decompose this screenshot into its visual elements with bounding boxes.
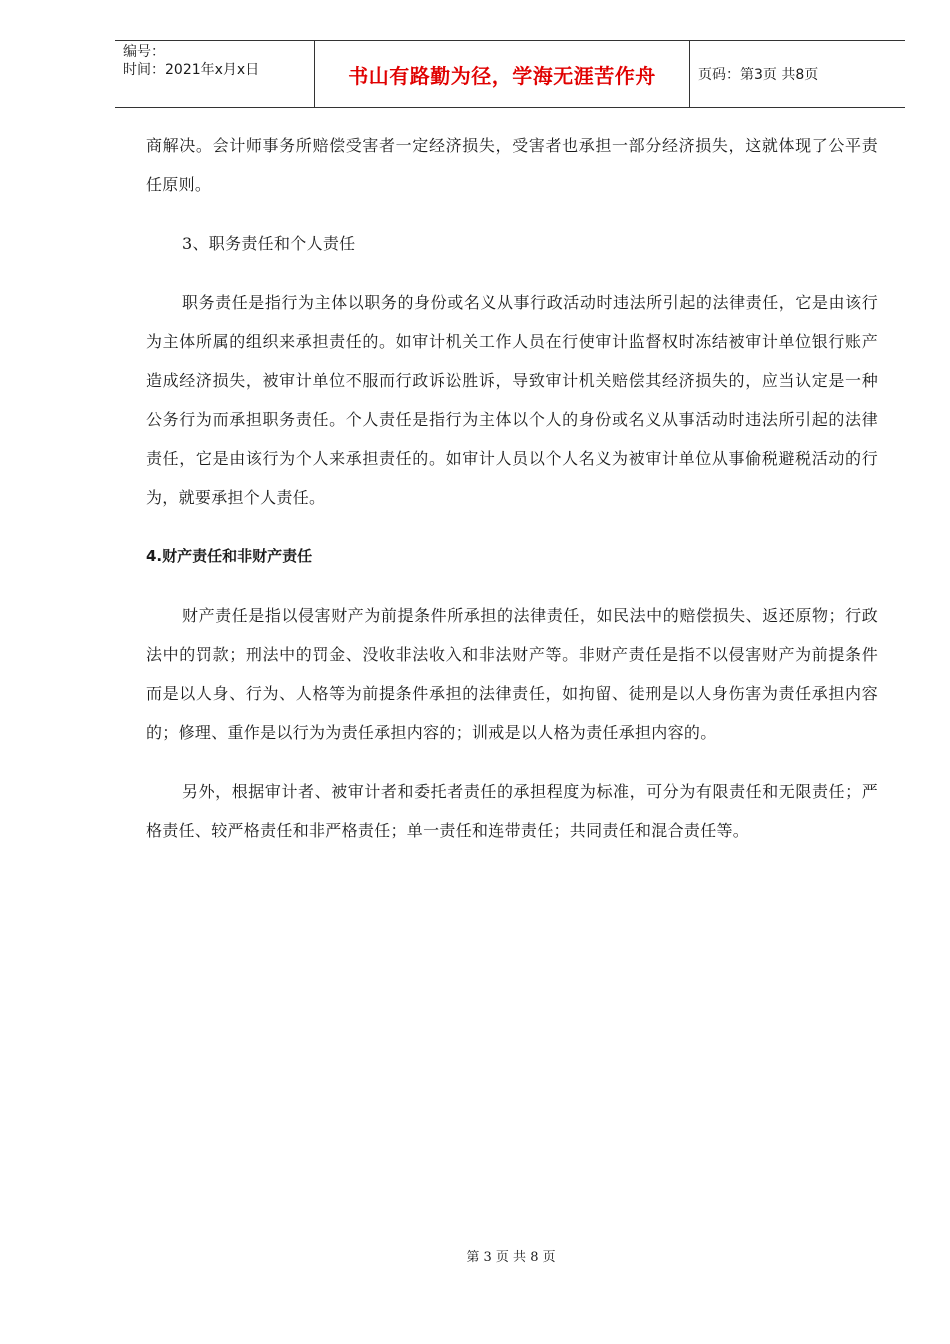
paragraph-4: 另外，根据审计者、被审计者和委托者责任的承担程度为标准，可分为有限责任和无限责任；严格责任、较严格责任和非严格责任；单一责任和连带责任；共同责任和混合责任等。 — [146, 782, 878, 840]
header-page-number: 页码：第3页 共8页 — [698, 67, 819, 83]
document-number: 编号： — [123, 44, 165, 60]
header-meta — [115, 41, 315, 107]
paragraph-3: 财产责任是指以侵害财产为前提条件所承担的法律责任，如民法中的赔偿损失、返还原物；行政法中的罚款；刑法中的罚金、没收非法收入和非法财产等。非财产责任是指不以侵害财产为前提条件而是以人身、行为、人格等为前提条件承担的法律责任，如拘留、徒刑是以人身伤害为责任承担内容的；修理、重作是以行为为责任承担内容的；训戒是以人格为责任承担内容的。 — [146, 606, 878, 742]
document-date: 时间：2021年x月x日 — [123, 62, 260, 78]
section-heading-4: 4.财产责任和非财产责任 — [146, 547, 313, 565]
section-heading-3: 3、职务责任和个人责任 — [182, 234, 356, 253]
header-motto: 书山有路勤为径，学海无涯苦作舟 — [315, 41, 690, 107]
document-body — [146, 126, 878, 850]
page-footer: 第 3 页 共 8 页 — [466, 1250, 556, 1265]
paragraph-2: 职务责任是指行为主体以职务的身份或名义从事行政活动时违法所引起的法律责任，它是由该行为主体所属的组织来承担责任的。如审计机关工作人员在行使审计监督权时冻结被审计单位银行账产造成经济损失，被审计单位不服而行政诉讼胜诉，导致审计机关赔偿其经济损失的，应当认定是一种公务行为而承担职务责任。个人责任是指行为主体以个人的身份或名义从事活动时违法所引起的法律责任，它是由该行为个人来承担责任的。如审计人员以个人名义为被审计单位从事偷税避税活动的行为，就要承担个人责任。 — [146, 293, 878, 507]
page-header — [115, 40, 905, 108]
paragraph-1: 商解决。会计师事务所赔偿受害者一定经济损失，受害者也承担一部分经济损失，这就体现了公平责任原则。 — [146, 136, 878, 194]
